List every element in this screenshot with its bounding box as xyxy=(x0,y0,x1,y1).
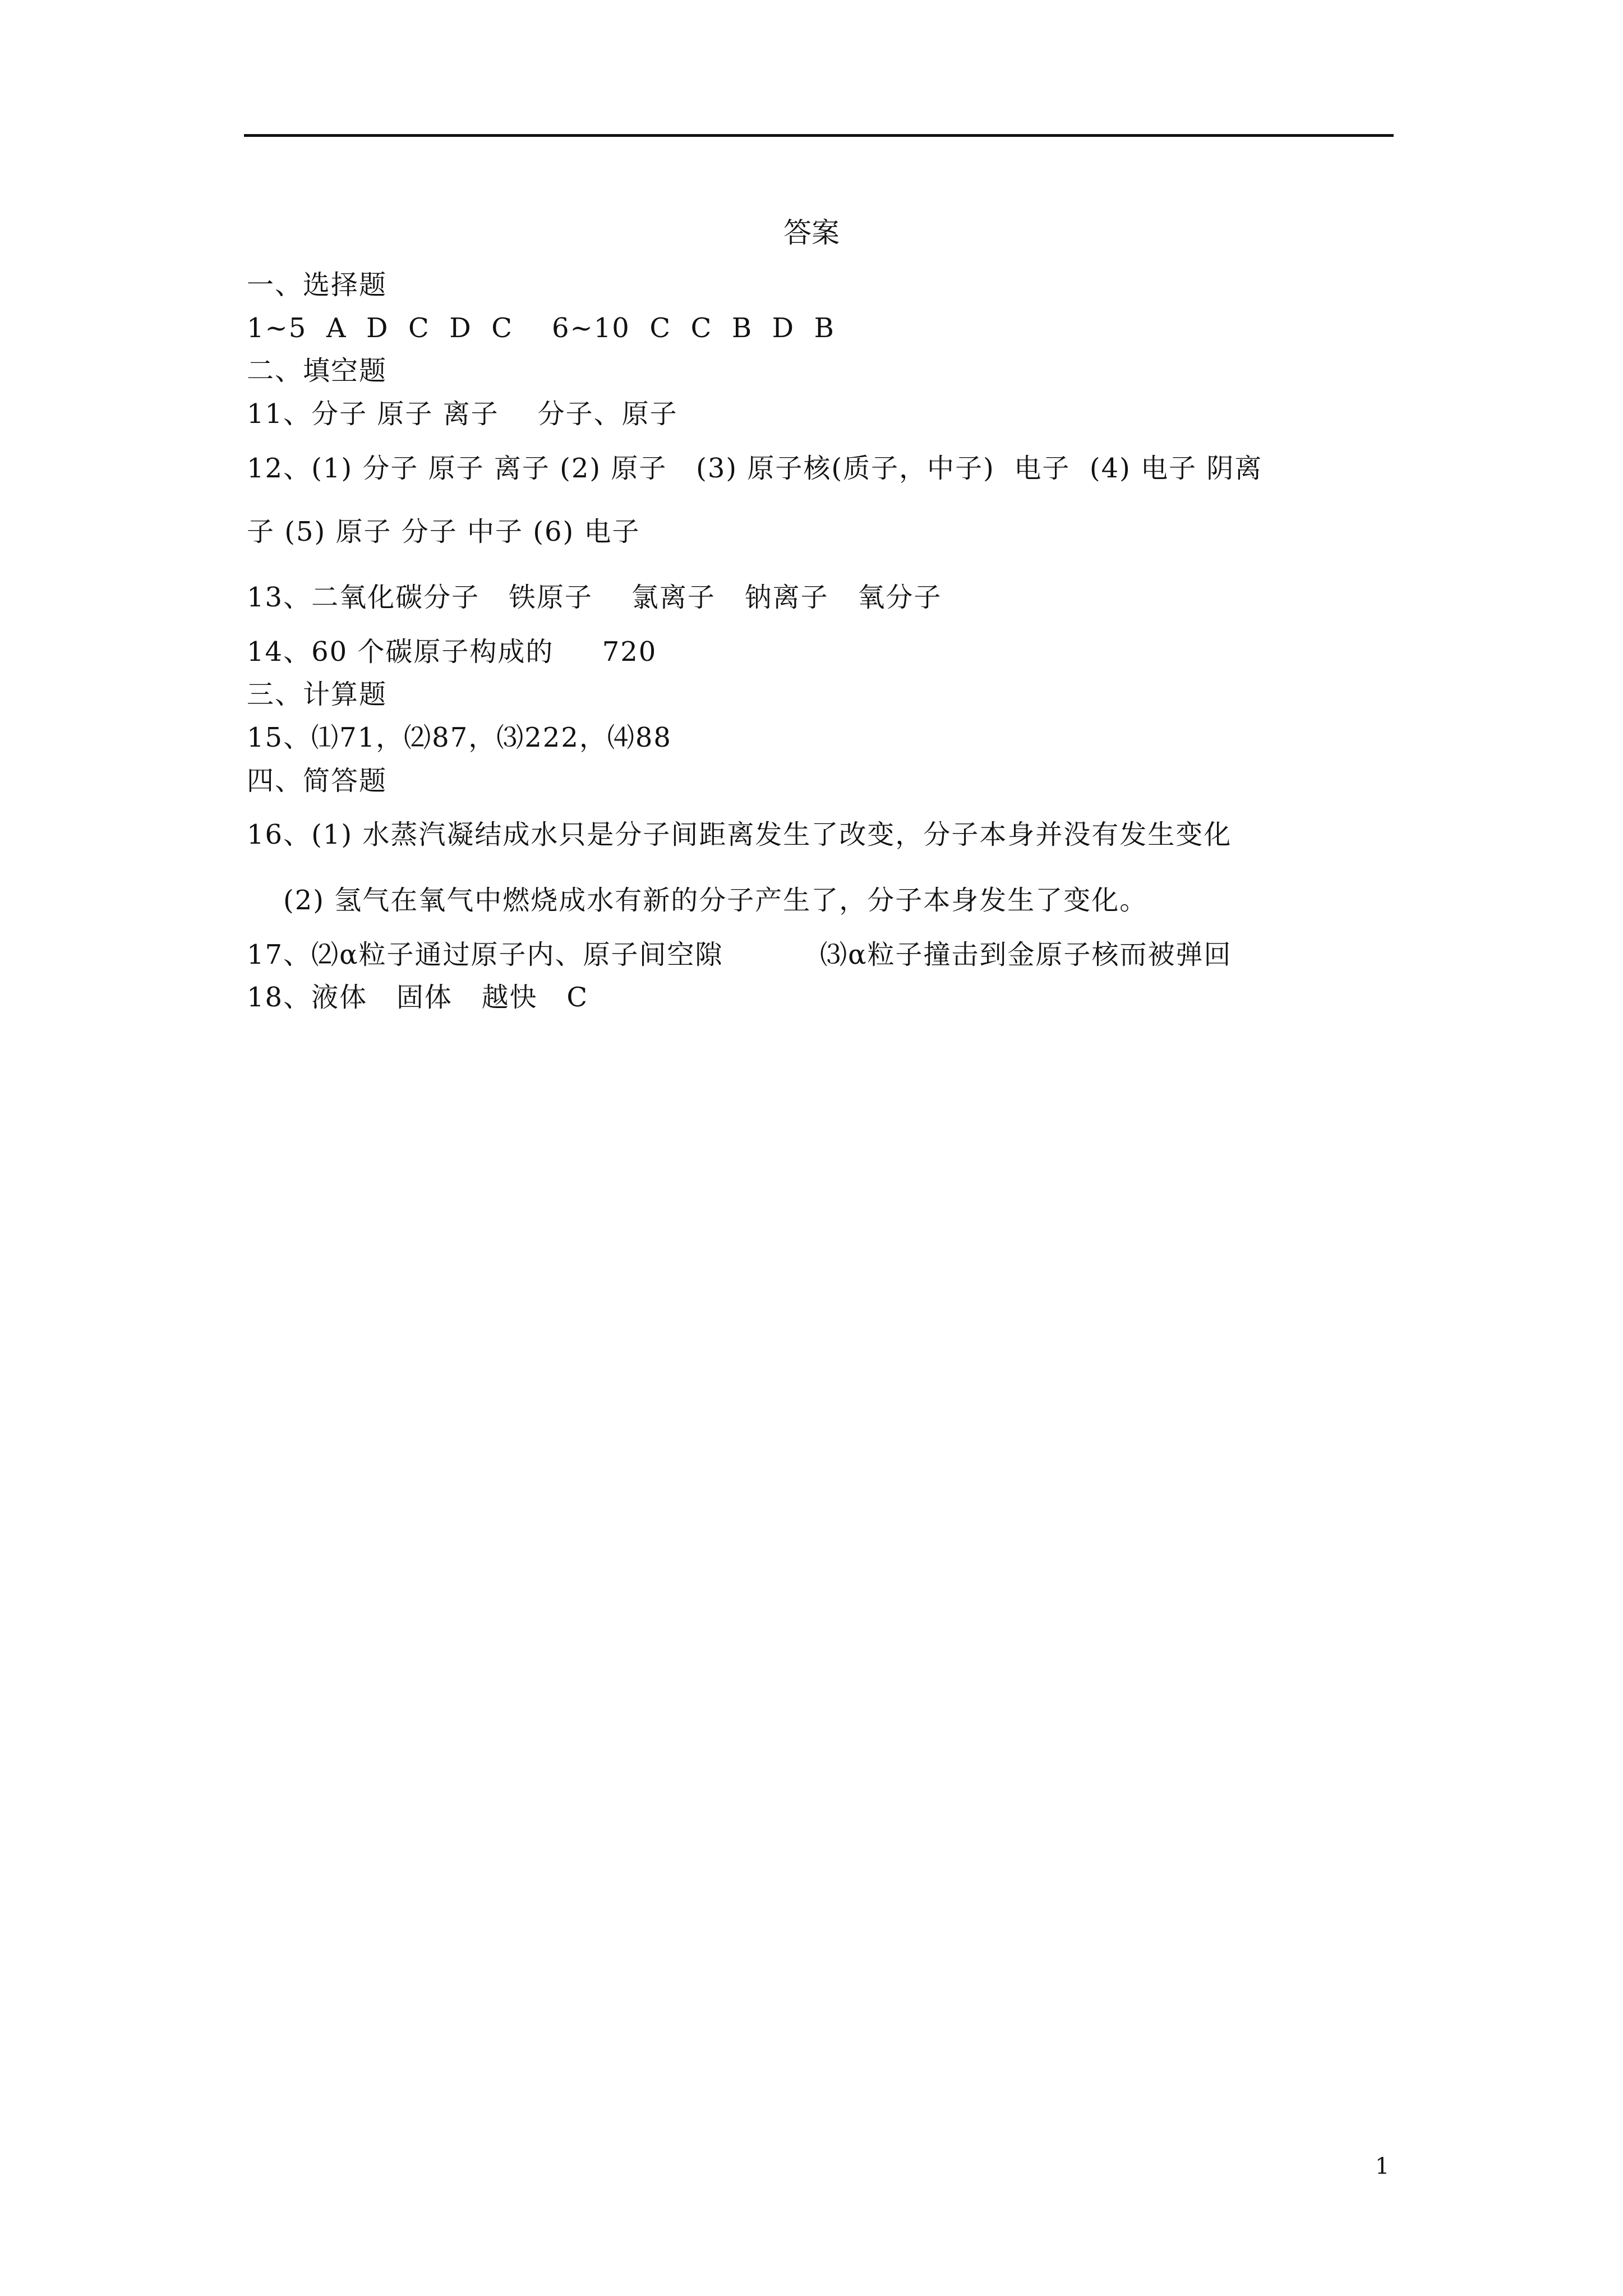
section-choice-heading: 一、选择题 xyxy=(247,269,388,301)
answer-title: 答案 xyxy=(783,217,840,249)
answer-line-1-10: 1~5 A D C D C 6~10 C C B D B xyxy=(247,312,835,344)
answer-line-12: 12、(1) 分子 原子 离子 (2) 原子 (3) 原子核(质子，中子) 电子 (4) 电子 阴离 xyxy=(247,453,1263,484)
section-calc-heading: 三、计算题 xyxy=(247,679,388,710)
answer-line-17: 17、⑵α粒子通过原子内、原子间空隙 ⑶α粒子撞击到金原子核而被弹回 xyxy=(247,939,1232,970)
section-short-answer-heading: 四、简答题 xyxy=(247,765,388,797)
answer-line-16: 16、(1) 水蒸汽凝结成水只是分子间距离发生了改变，分子本身并没有发生变化 xyxy=(247,819,1232,850)
answer-line-14: 14、60 个碳原子构成的 720 xyxy=(247,636,657,668)
answer-line-16-part-2: (2) 氢气在氧气中燃烧成水有新的分子产生了，分子本身发生了变化。 xyxy=(283,885,1148,916)
page-number: 1 xyxy=(1375,2154,1390,2179)
answer-line-13: 13、二氧化碳分子 铁原子 氯离子 钠离子 氧分子 xyxy=(247,582,942,613)
section-fill-heading: 二、填空题 xyxy=(247,355,388,386)
answer-line-18: 18、液体 固体 越快 C xyxy=(247,982,589,1013)
header-rule xyxy=(244,134,1394,137)
answer-line-11: 11、分子 原子 离子 分子、原子 xyxy=(247,398,678,430)
answer-line-15: 15、⑴71，⑵87，⑶222，⑷88 xyxy=(247,722,672,753)
answer-line-12-continued: 子 (5) 原子 分子 中子 (6) 电子 xyxy=(247,516,640,547)
